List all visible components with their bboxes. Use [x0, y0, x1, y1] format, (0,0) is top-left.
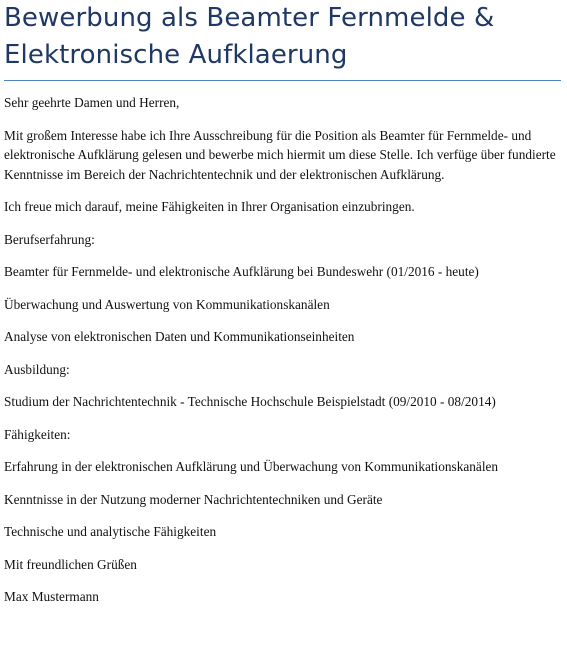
title-line-2: Elektronische Aufklaerung — [4, 40, 348, 70]
experience-item: Analyse von elektronischen Daten und Kommunikationseinheiten — [4, 329, 355, 344]
experience-item: Beamter für Fernmelde- und elektronische Aufklärung bei Bundeswehr (01/2016 - heute) — [4, 264, 479, 279]
skill-item: Erfahrung in der elektronischen Aufklärung und Überwachung von Kommunikationskanälen — [4, 459, 499, 474]
education-item: Studium der Nachrichtentechnik - Technische Hochschule Beispielstadt (09/2010 - 08/2014) — [4, 394, 496, 409]
section-heading-skills: Fähigkeiten: — [4, 426, 71, 442]
skill-item: Technische und analytische Fähigkeiten — [4, 524, 217, 539]
title-divider — [4, 80, 561, 81]
document-title — [4, 0, 561, 74]
title-line-1: Bewerbung als Beamter Fernmelde & — [4, 3, 495, 33]
experience-item: Überwachung und Auswertung von Kommunikationskanälen — [4, 296, 330, 312]
section-heading-experience: Berufserfahrung: — [4, 231, 95, 247]
closing-greeting: Mit freundlichen Grüßen — [4, 556, 137, 572]
salutation: Sehr geehrte Damen und Herren, — [4, 95, 180, 110]
skill-item: Kenntnisse in der Nutzung moderner Nachrichtentechniken und Geräte — [4, 491, 383, 507]
intro-paragraph: Mit großem Interesse habe ich Ihre Ausschreibung für die Position als Beamter für Fernmelde- und elektronische Aufklärung gelesen und bewerbe mich hiermit um diese Stelle. Ich verfüge über fundierte Kenntnisse im Bereich der Nachrichtentechnik und der elektronischen Aufklärung. — [4, 127, 556, 182]
section-heading-education: Ausbildung: — [4, 361, 70, 377]
closing-intent-paragraph: Ich freue mich darauf, meine Fähigkeiten in Ihrer Organisation einzubringen. — [4, 199, 415, 214]
signature-name: Max Mustermann — [4, 589, 99, 604]
